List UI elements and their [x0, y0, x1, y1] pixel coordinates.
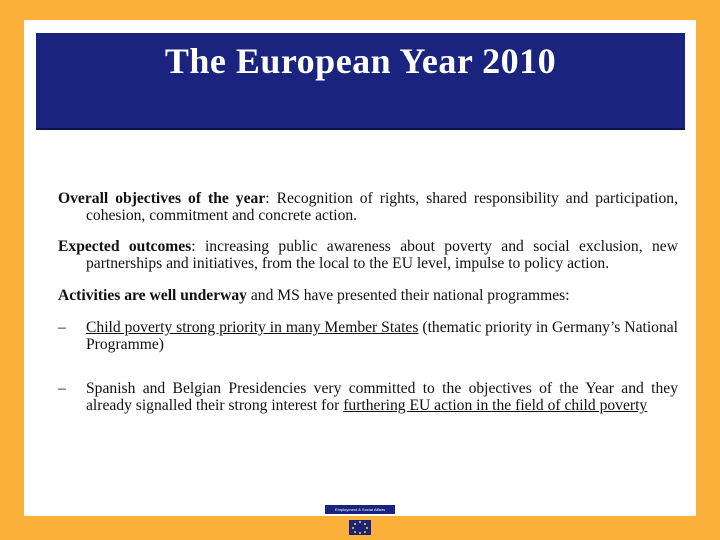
outcomes-text: : increasing public awareness about poverty and social exclusion, new partnerships and initiatives, from the local to the EU level, impulse to policy action.	[86, 238, 678, 272]
dash-marker: –	[58, 319, 66, 336]
activities-text: and MS have presented their national programmes:	[246, 287, 570, 304]
commission-logo	[325, 505, 395, 514]
bullet-child-poverty	[58, 319, 678, 353]
presidencies-text: Spanish and Belgian Presidencies very committed to the objectives of the Year and they already signalled their strong interest for	[86, 380, 678, 414]
logo-banner: Employment & Social Affairs	[325, 505, 395, 514]
slide-body	[58, 190, 678, 414]
outcomes-label: Expected outcomes	[58, 238, 192, 255]
objectives-text: : Recognition of rights, shared responsibility and participation, cohesion, commitment and concrete action.	[86, 190, 678, 224]
paragraph-activities	[58, 287, 678, 304]
paragraph-objectives	[58, 190, 678, 224]
dash-marker: –	[58, 380, 66, 397]
bullet-presidencies	[58, 380, 678, 414]
slide-title: The European Year 2010	[164, 41, 557, 81]
paragraph-outcomes	[58, 238, 678, 272]
activities-label: Activities are well underway	[58, 287, 247, 304]
child-poverty-note: (thematic priority in Germany’s National Programme)	[86, 319, 678, 353]
objectives-label: Overall objectives of the year	[58, 190, 266, 207]
eu-action-text: furthering EU action in the field of child poverty	[343, 397, 648, 414]
eu-flag-icon	[349, 520, 371, 535]
child-poverty-priority-text: Child poverty strong priority in many Member States	[86, 319, 419, 336]
